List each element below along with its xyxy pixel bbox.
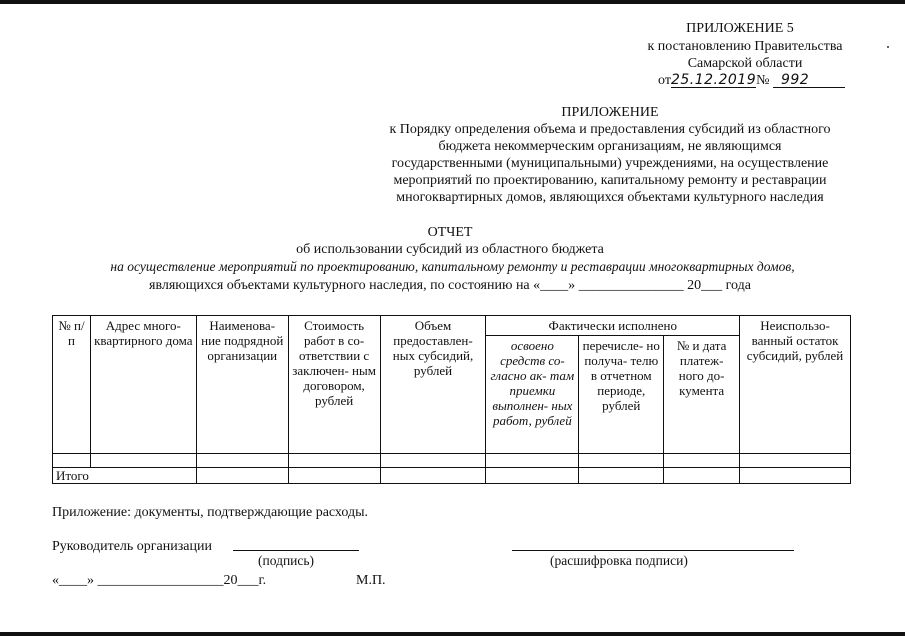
resolution-line: к постановлению Правительства	[647, 39, 843, 54]
sub-appendix-line-3: государственными (муниципальными) учреждениями, на осуществление	[391, 156, 829, 171]
header-mastered: освоено средств со- гласно ак- там приемки выполнен- ных работ, рублей	[486, 336, 579, 454]
cell	[380, 454, 486, 468]
cell	[196, 468, 288, 484]
sub-appendix-title: ПРИЛОЖЕНИЕ	[561, 105, 659, 120]
attachment-note: Приложение: документы, подтверждающие расходы.	[52, 505, 369, 520]
header-actual: Фактически исполнено	[486, 316, 740, 336]
region-line: Самарской области	[687, 56, 803, 71]
report-title: ОТЧЕТ	[427, 225, 473, 240]
cell	[90, 454, 196, 468]
decoding-caption: (расшифровка подписи)	[550, 553, 688, 568]
cell	[380, 468, 486, 484]
report-line-2: на осуществление мероприятий по проектированию, капитальному ремонту и реставрации многоквартирных домов,	[110, 259, 795, 274]
sub-appendix-line-1: к Порядку определения объема и предоставления субсидий из областного	[389, 122, 831, 137]
report-line-3: являющихся объектами культурного наследия, по состоянию на «____» _______________ 20___ года	[149, 278, 751, 293]
scan-speck	[887, 46, 889, 48]
header-subsidy: Объем предоставлен- ных субсидий, рублей	[380, 316, 486, 454]
date-prefix: от	[658, 73, 671, 88]
cell	[740, 454, 851, 468]
stamp-place: М.П.	[356, 573, 386, 588]
cell	[579, 468, 664, 484]
date-number-line	[658, 72, 845, 89]
scan-edge-top	[0, 0, 905, 4]
header-address: Адрес много- квартирного дома	[90, 316, 196, 454]
table-row	[53, 454, 851, 468]
cell	[53, 454, 91, 468]
total-label: Итого	[53, 468, 197, 484]
appendix-title: ПРИЛОЖЕНИЕ 5	[686, 21, 794, 36]
cell	[486, 468, 579, 484]
header-cost: Стоимость работ в со- ответствии с заключен- ным договором, рублей	[288, 316, 380, 454]
cell	[664, 468, 740, 484]
header-num: № п/п	[53, 316, 91, 454]
sub-appendix-line-4: мероприятий по проектированию, капитальному ремонту и реставрации	[393, 173, 827, 188]
scan-edge-bottom	[0, 632, 905, 636]
head-label: Руководитель организации	[52, 539, 212, 554]
handwritten-date: 25.12.2019	[670, 72, 757, 88]
cell	[664, 454, 740, 468]
cell	[486, 454, 579, 468]
total-row	[53, 468, 851, 484]
handwritten-number: 992	[773, 73, 845, 88]
sub-appendix-line-5: многоквартирных домов, являющихся объектами культурного наследия	[396, 190, 824, 205]
cell	[288, 468, 380, 484]
header-transferred: перечисле- но получа- телю в отчетном периоде, рублей	[579, 336, 664, 454]
cell	[740, 468, 851, 484]
cell	[288, 454, 380, 468]
cell	[196, 454, 288, 468]
cell	[579, 454, 664, 468]
report-table	[52, 315, 851, 484]
signature-line	[233, 550, 359, 551]
sub-appendix-line-2: бюджета некоммерческим организациям, не являющимся	[438, 139, 782, 154]
header-contractor: Наименова- ние подрядной организации	[196, 316, 288, 454]
number-prefix: №	[756, 73, 770, 88]
report-line-1: об использовании субсидий из областного бюджета	[296, 242, 604, 257]
header-payment-doc: № и дата платеж- ного до- кумента	[664, 336, 740, 454]
header-unused: Неиспользо- ванный остаток субсидий, рублей	[740, 316, 851, 454]
signature-caption: (подпись)	[258, 553, 315, 568]
date-line: «____» __________________20___г.	[52, 573, 267, 588]
decoding-line	[512, 550, 794, 551]
